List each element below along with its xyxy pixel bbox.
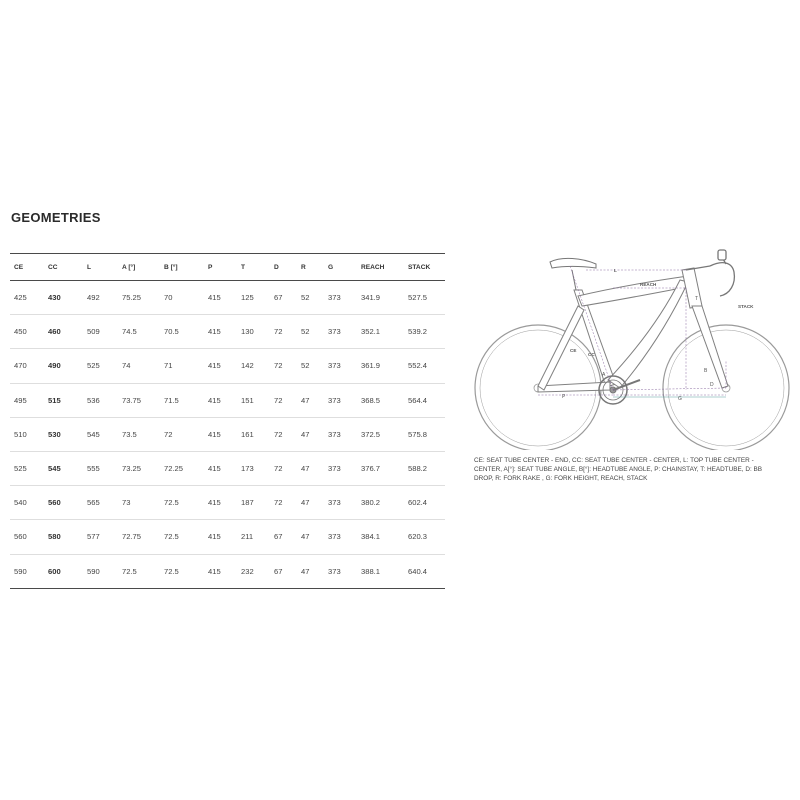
- table-cell: 588.2: [408, 464, 428, 474]
- table-cell: 590: [87, 566, 100, 576]
- table-cell: 564.4: [408, 395, 428, 405]
- table-cell: 47: [301, 566, 310, 576]
- table-cell: 509: [87, 327, 100, 337]
- table-cell: 151: [241, 395, 254, 405]
- table-cell: 450: [14, 327, 27, 337]
- table-cell: 72: [274, 327, 283, 337]
- table-cell: 47: [301, 429, 310, 439]
- table-cell: 384.1: [361, 532, 381, 542]
- table-cell: 555: [87, 464, 100, 474]
- table-cell: 352.1: [361, 327, 381, 337]
- table-cell: 47: [301, 395, 310, 405]
- table-cell: 565: [87, 498, 100, 508]
- table-cell: 47: [301, 498, 310, 508]
- table-cell: 602.4: [408, 498, 428, 508]
- column-header: L: [87, 263, 92, 271]
- geometry-table: [10, 253, 445, 589]
- diagram-label-cc: CC: [588, 352, 595, 357]
- table-cell: 525: [14, 464, 27, 474]
- table-cell: 560: [48, 498, 61, 508]
- table-cell: 125: [241, 293, 254, 303]
- table-cell: 72.5: [164, 566, 179, 576]
- table-cell: 373: [328, 361, 341, 371]
- table-cell: 388.1: [361, 566, 381, 576]
- table-row: [10, 554, 445, 588]
- table-cell: 73.5: [122, 429, 137, 439]
- table-cell: 545: [87, 429, 100, 439]
- page-title: GEOMETRIES: [11, 210, 101, 225]
- table-cell: 430: [48, 293, 61, 303]
- table-cell: 373: [328, 566, 341, 576]
- table-cell: 72.5: [164, 498, 179, 508]
- table-cell: 72: [274, 429, 283, 439]
- table-cell: 72.75: [122, 532, 142, 542]
- bike-geometry-diagram: [470, 240, 790, 450]
- table-cell: 47: [301, 532, 310, 542]
- table-cell: 577: [87, 532, 100, 542]
- table-cell: 575.8: [408, 429, 428, 439]
- diagram-label-a: A: [602, 372, 606, 378]
- table-cell: 415: [208, 429, 221, 439]
- table-cell: 415: [208, 498, 221, 508]
- table-cell: 70.5: [164, 327, 179, 337]
- table-cell: 640.4: [408, 566, 428, 576]
- table-cell: 341.9: [361, 293, 381, 303]
- table-cell: 74.5: [122, 327, 137, 337]
- table-cell: 67: [274, 293, 283, 303]
- diagram-label-g: G: [678, 396, 682, 402]
- table-cell: 47: [301, 464, 310, 474]
- table-cell: 372.5: [361, 429, 381, 439]
- table-cell: 415: [208, 464, 221, 474]
- table-cell: 425: [14, 293, 27, 303]
- table-cell: 600: [48, 566, 61, 576]
- table-cell: 187: [241, 498, 254, 508]
- table-cell: 130: [241, 327, 254, 337]
- table-cell: 71.5: [164, 395, 179, 405]
- table-cell: 368.5: [361, 395, 381, 405]
- table-cell: 70: [164, 293, 173, 303]
- table-cell: 415: [208, 361, 221, 371]
- table-cell: 415: [208, 327, 221, 337]
- diagram-caption: CE: SEAT TUBE CENTER - END, CC: SEAT TUBE CENTER - CENTER, L: TOP TUBE CENTER - CENTER, A[°]: SEAT TUBE ANGLE, B[°]: HEADTUBE ANGLE, P: CHAINSTAY, T: HEADTUBE, D: BB DROP, R: FORK RAKE , G: FORK HEIGHT, REACH, STACK: [474, 457, 763, 482]
- table-cell: 67: [274, 532, 283, 542]
- table-cell: 72: [274, 395, 283, 405]
- table-cell: 52: [301, 361, 310, 371]
- table-cell: 415: [208, 395, 221, 405]
- table-cell: 52: [301, 327, 310, 337]
- table-cell: 73: [122, 498, 131, 508]
- table-cell: 361.9: [361, 361, 381, 371]
- table-cell: 510: [14, 429, 27, 439]
- table-cell: 530: [48, 429, 61, 439]
- table-cell: 540: [14, 498, 27, 508]
- table-cell: 380.2: [361, 498, 381, 508]
- table-cell: 173: [241, 464, 254, 474]
- table-cell: 72.25: [164, 464, 184, 474]
- table-cell: 525: [87, 361, 100, 371]
- diagram-label-reach: REACH: [640, 282, 657, 287]
- table-cell: 470: [14, 361, 27, 371]
- table-row: [10, 520, 445, 554]
- table-cell: 552.4: [408, 361, 428, 371]
- column-header: STACK: [408, 263, 431, 271]
- table-cell: 415: [208, 566, 221, 576]
- column-header: CC: [48, 263, 58, 271]
- column-header: T: [241, 263, 246, 271]
- table-cell: 373: [328, 395, 341, 405]
- table-cell: 460: [48, 327, 61, 337]
- table-cell: 72: [274, 464, 283, 474]
- table-cell: 527.5: [408, 293, 428, 303]
- table-cell: 373: [328, 532, 341, 542]
- table-cell: 373: [328, 464, 341, 474]
- table-row: [10, 315, 445, 349]
- table-cell: 72.5: [164, 532, 179, 542]
- diagram-label-ce: CE: [570, 348, 577, 353]
- table-row: [10, 383, 445, 417]
- table-cell: 495: [14, 395, 27, 405]
- table-cell: 580: [48, 532, 61, 542]
- table-header-row: [10, 254, 445, 281]
- table-row: [10, 349, 445, 383]
- table-cell: 211: [241, 532, 254, 542]
- table-cell: 75.25: [122, 293, 142, 303]
- diagram-label-l: L: [614, 268, 617, 273]
- diagram-label-t: T: [695, 296, 699, 302]
- table-cell: 539.2: [408, 327, 428, 337]
- table-row: [10, 451, 445, 485]
- column-header: REACH: [361, 263, 385, 271]
- table-cell: 373: [328, 498, 341, 508]
- column-header: A [°]: [122, 263, 136, 271]
- table-cell: 71: [164, 361, 173, 371]
- table-cell: 490: [48, 361, 61, 371]
- table-cell: 376.7: [361, 464, 381, 474]
- table-cell: 515: [48, 395, 61, 405]
- table-cell: 52: [301, 293, 310, 303]
- column-header: CE: [14, 263, 24, 271]
- column-header: R: [301, 263, 306, 271]
- table-body: [10, 281, 445, 589]
- table-cell: 142: [241, 361, 254, 371]
- table-row: [10, 417, 445, 451]
- diagram-label-d: D: [710, 382, 714, 388]
- table-cell: 415: [208, 293, 221, 303]
- table-cell: 72: [164, 429, 173, 439]
- diagram-label-stack: STACK: [738, 304, 754, 309]
- diagram-label-p: P: [562, 394, 566, 400]
- table-cell: 590: [14, 566, 27, 576]
- table-cell: 536: [87, 395, 100, 405]
- table-cell: 73.25: [122, 464, 142, 474]
- table-cell: 72: [274, 361, 283, 371]
- table-cell: 67: [274, 566, 283, 576]
- diagram-label-b: B: [704, 368, 708, 374]
- table-cell: 72: [274, 498, 283, 508]
- column-header: G: [328, 263, 334, 271]
- table-cell: 232: [241, 566, 254, 576]
- table-cell: 492: [87, 293, 100, 303]
- table-cell: 74: [122, 361, 131, 371]
- table-cell: 161: [241, 429, 254, 439]
- column-header: P: [208, 263, 213, 271]
- table-cell: 545: [48, 464, 61, 474]
- table-cell: 72.5: [122, 566, 137, 576]
- table-cell: 373: [328, 293, 341, 303]
- fork: [692, 306, 728, 388]
- table-cell: 73.75: [122, 395, 142, 405]
- table-cell: 415: [208, 532, 221, 542]
- table-cell: 620.3: [408, 532, 428, 542]
- table-cell: 373: [328, 327, 341, 337]
- table-row: [10, 281, 445, 315]
- table-cell: 560: [14, 532, 27, 542]
- column-header: B [°]: [164, 263, 178, 271]
- table-cell: 373: [328, 429, 341, 439]
- table-row: [10, 486, 445, 520]
- column-header: D: [274, 263, 279, 271]
